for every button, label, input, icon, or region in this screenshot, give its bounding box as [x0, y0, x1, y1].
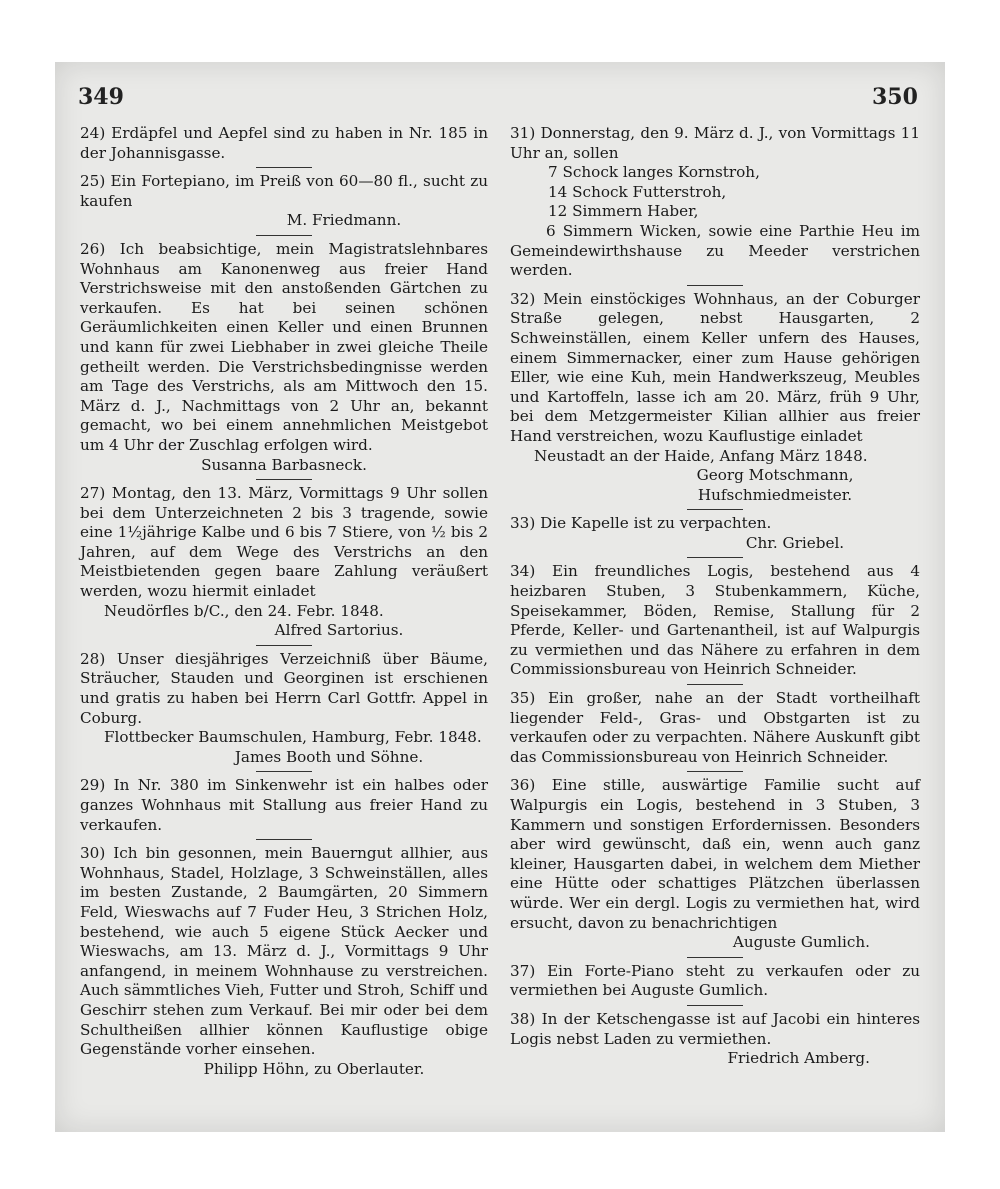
ad-28: [80, 650, 488, 768]
ad-text: 28) Unser diesjähriges Verzeichniß über Bäume, Sträucher, Stauden und Georginen ist erschienen und gratis zu haben bei Herrn Carl Gottfr. Appel in Coburg.: [80, 649, 488, 727]
ad-38: [510, 1010, 920, 1069]
ad-text: 30) Ich bin gesonnen, mein Bauerngut allhier, aus Wohnhaus, Stadel, Holzlage, 3 Schweinställen, alles im besten Zustande, 2 Baumgärten, 20 Simmern Feld, Wieswachs auf 7 Fuder Heu, 3 Strichen Holz, bestehend, wie auch 5 eigene Stück Aecker und Wieswachs, am 13. März d. J., Vormittags 9 Uhr anfangend, in meinem Wohnhause zu verstreichen. Auch sämmtliches Vieh, Futter und Stroh, Schiff und Geschirr stehen zum Verkauf. Bei mir oder bei dem Schultheißen allhier können Kauflustige obige Gegenstände vorher einsehen.: [80, 844, 488, 1059]
ad-text: 27) Montag, den 13. März, Vormittags 9 Uhr sollen bei dem Unterzeichneten 2 bis 3 tragende, sowie eine 1½jährige Kalbe und 6 bis 7 Stiere, von ½ bis 2 Jahren, auf dem Wege des Verstrichs an den Meistbietenden gegen baare Zahlung veräußert werden, wozu hiermit einladet: [80, 484, 488, 601]
ad-37: [510, 962, 920, 1001]
list-item: 14 Schock Futterstroh,: [548, 182, 727, 201]
separator-line: [256, 167, 312, 168]
page-number-left: 349: [78, 84, 124, 110]
page-number-right: 350: [872, 84, 918, 110]
separator-line: [256, 645, 312, 646]
ad-text: 33) Die Kapelle ist zu verpachten.: [510, 514, 772, 533]
ad-24: [80, 124, 488, 163]
ad-text: 34) Ein freundliches Logis, bestehend aus 4 heizbaren Stuben, 3 Stubenkammern, Küche, Speisekammer, Böden, Remise, Stallung für 2 Pferde, Keller- und Gartenantheil, ist auf Walpurgis zu vermiethen und das Nähere zu erfahren in dem Commissionsbureau von Heinrich Schneider.: [510, 562, 920, 679]
ad-34: [510, 562, 920, 680]
ad-32: [510, 290, 920, 506]
ad-text: 38) In der Ketschengasse ist auf Jacobi ein hinteres Logis nebst Laden zu vermiethen.: [510, 1009, 920, 1048]
separator-line: [687, 957, 743, 958]
separator-line: [256, 479, 312, 480]
ad-text: 26) Ich beabsichtige, mein Magistratslehnbares Wohnhaus am Kanonenweg aus freier Hand Verstrichsweise mit den anstoßenden Gärtchen zu verkaufen. Es hat bei seinen schönen Geräumlichkeiten einen Keller und einen Brunnen und kann für zwei Liebhaber in zwei gleiche Theile getheilt werden. Die Verstrichsbedingnisse werden am Tage des Verstrichs, als am Mittwoch den 15. März d. J., Nachmittags von 2 Uhr an, bekannt gemacht, wo bei einem annehmlichen Meistgebot um 4 Uhr der Zuschlag erfolgen wird.: [80, 239, 488, 454]
signature: Georg Motschmann,: [696, 466, 854, 485]
ad-36: [510, 776, 920, 952]
list-item: 6 Simmern Wicken, sowie eine Parthie Heu im Gemeindewirthshause zu Meeder verstrichen werden.: [510, 221, 920, 280]
left-column: [80, 124, 488, 1079]
signature: Philipp Höhn, zu Oberlauter.: [203, 1059, 425, 1078]
separator-line: [687, 557, 743, 558]
ad-text: 25) Ein Fortepiano, im Preiß von 60—80 fl., sucht zu kaufen: [80, 172, 488, 210]
ad-29: [80, 776, 488, 835]
list-item: 12 Simmern Haber,: [548, 202, 699, 221]
separator-line: [687, 509, 743, 510]
ad-text: 31) Donnerstag, den 9. März d. J., von Vormittags 11 Uhr an, sollen: [510, 124, 920, 162]
ad-text: 24) Erdäpfel und Aepfel sind zu haben in Nr. 185 in der Johannisgasse.: [80, 124, 488, 162]
signature: Auguste Gumlich.: [732, 933, 870, 952]
ad-30: [80, 844, 488, 1079]
separator-line: [687, 771, 743, 772]
signature: Friedrich Amberg.: [727, 1049, 870, 1068]
signature: Alfred Sartorius.: [274, 621, 404, 640]
ad-25: [80, 172, 488, 231]
ad-text: 29) In Nr. 380 im Sinkenwehr ist ein halbes oder ganzes Wohnhaus mit Stallung aus freier Hand zu verkaufen.: [80, 776, 488, 834]
ad-31: [510, 124, 920, 281]
separator-line: [256, 839, 312, 840]
signature: Susanna Barbasneck.: [201, 455, 367, 474]
list-item: 7 Schock langes Kornstroh,: [548, 163, 760, 182]
ad-26: [80, 240, 488, 475]
separator-line: [687, 684, 743, 685]
signature-title: Hufschmiedmeister.: [697, 485, 853, 504]
place-date-line: Neudörfles b/C., den 24. Febr. 1848.: [104, 601, 384, 620]
ad-text: 35) Ein großer, nahe an der Stadt vortheilhaft liegender Feld-, Gras- und Obstgarten ist zu verkaufen oder zu verpachten. Nähere Auskunft gibt das Commissionsbureau von Heinrich Schneider.: [510, 689, 920, 766]
ad-35: [510, 689, 920, 767]
ad-text: 36) Eine stille, auswärtige Familie sucht auf Walpurgis ein Logis, bestehend in 3 Stuben, 3 Kammern und sonstigen Erfordernissen. Besonders aber wird gewünscht, daß ein, wenn auch ganz kleiner, Hausgarten dabei, in welchem dem Miether eine Hütte oder schattiges Plätzchen überlassen würde. Wer ein dergl. Logis zu vermiethen hat, wird ersucht, davon zu benachrichtigen: [510, 776, 920, 932]
ad-text: 37) Ein Forte-Piano steht zu verkaufen oder zu vermiethen bei Auguste Gumlich.: [510, 961, 920, 1000]
separator-line: [687, 285, 743, 286]
ad-27: [80, 484, 488, 641]
place-date-line: Flottbecker Baumschulen, Hamburg, Febr. 1848.: [104, 728, 482, 747]
signature: James Booth und Söhne.: [234, 747, 424, 766]
separator-line: [687, 1005, 743, 1006]
separator-line: [256, 771, 312, 772]
ad-33: [510, 514, 920, 553]
right-column: [510, 124, 920, 1069]
ad-text: 32) Mein einstöckiges Wohnhaus, an der Coburger Straße gelegen, nebst Hausgarten, 2 Schweinställen, einem Keller unfern des Hauses, einem Simmernacker, einer zum Hause gehörigen Eller, wie eine Kuh, mein Handwerkszeug, Meubles und Kartoffeln, lasse ich am 20. März, früh 9 Uhr, bei dem Metzgermeister Kilian allhier aus freier Hand verstreichen, wozu Kauflustige einladet: [510, 289, 920, 445]
signature: M. Friedmann.: [286, 211, 402, 230]
signature: Chr. Griebel.: [745, 533, 845, 552]
separator-line: [256, 235, 312, 236]
place-date-line: Neustadt an der Haide, Anfang März 1848.: [534, 446, 868, 465]
